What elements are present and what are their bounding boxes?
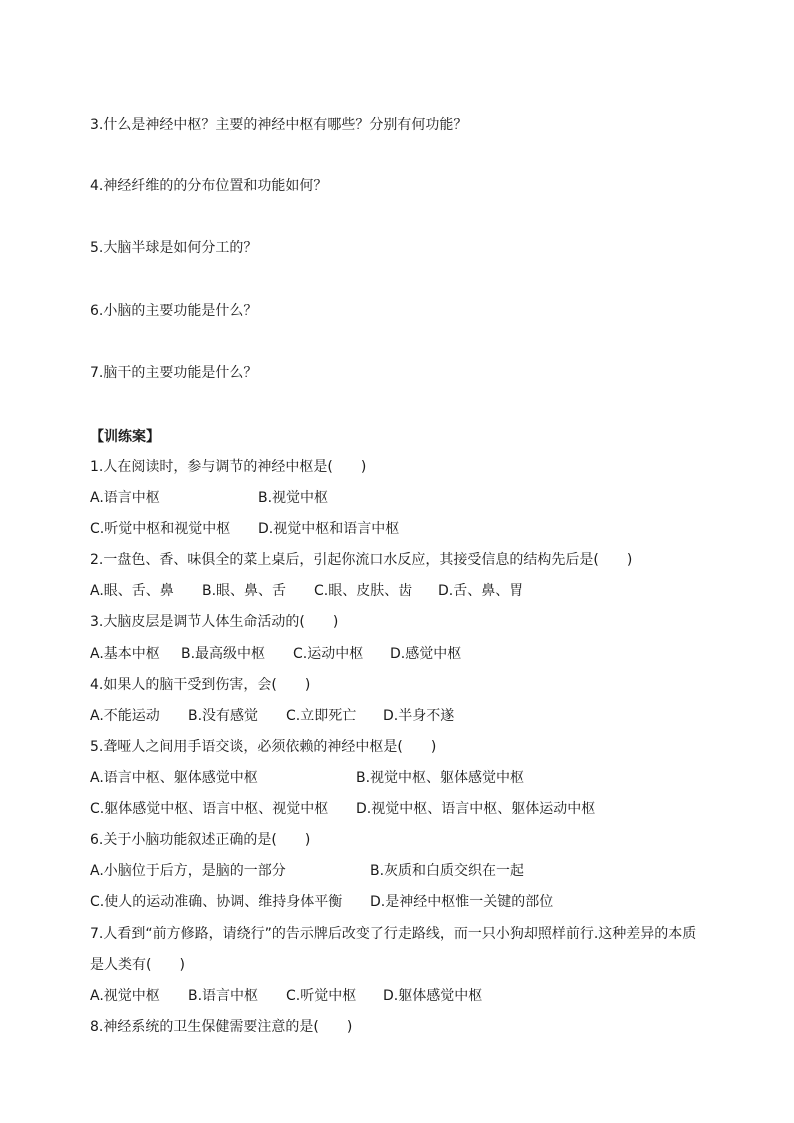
section-title: 【训练案】 (90, 429, 160, 445)
option-5d: D.视觉中枢、语言中枢、躯体运动中枢 (356, 801, 596, 817)
option-7d: D.躯体感觉中枢 (383, 988, 483, 1004)
question-stem-3: 3.大脑皮层是调节人体生命活动的( ) (90, 614, 339, 630)
option-6c: C.使人的运动准确、协调、维持身体平衡 (90, 894, 343, 910)
question-stem-8: 8.神经系统的卫生保健需要注意的是( ) (90, 1019, 353, 1035)
option-4d: D.半身不遂 (383, 708, 455, 724)
option-2c: C.眼、皮肤、齿 (314, 583, 413, 599)
question-stem-5: 5.聋哑人之间用手语交谈，必须依赖的神经中枢是( ) (90, 739, 437, 755)
question-stem-2: 2.一盘色、香、味俱全的菜上桌后，引起你流口水反应，其接受信息的结构先后是( ) (90, 552, 633, 568)
option-7b: B.语言中枢 (188, 988, 259, 1004)
option-5c: C.躯体感觉中枢、语言中枢、视觉中枢 (90, 801, 329, 817)
option-3d: D.感觉中枢 (390, 646, 462, 662)
option-1a: A.语言中枢 (90, 490, 160, 506)
option-3c: C.运动中枢 (293, 646, 364, 662)
option-4b: B.没有感觉 (188, 708, 259, 724)
option-4a: A.不能运动 (90, 708, 160, 724)
option-5a: A.语言中枢、躯体感觉中枢 (90, 770, 258, 786)
option-5b: B.视觉中枢、躯体感觉中枢 (356, 770, 525, 786)
question-stem-7: 7.人看到“前方修路，请绕行”的告示牌后改变了行走路线，而一只小狗却照样前行.这种差异的本质 (90, 926, 697, 942)
option-1b: B.视觉中枢 (258, 490, 329, 506)
option-2b: B.眼、鼻、舌 (202, 583, 287, 599)
option-2d: D.舌、鼻、胃 (438, 583, 524, 599)
option-7c: C.听觉中枢 (286, 988, 357, 1004)
option-6b: B.灰质和白质交织在一起 (370, 863, 525, 879)
open-question-5: 5.大脑半球是如何分工的？ (90, 240, 258, 256)
option-3b: B.最高级中枢 (181, 646, 266, 662)
option-3a: A.基本中枢 (90, 646, 160, 662)
option-1c: C.听觉中枢和视觉中枢 (90, 521, 231, 537)
option-1d: D.视觉中枢和语言中枢 (258, 521, 400, 537)
question-stem-4: 4.如果人的脑干受到伤害，会( ) (90, 677, 311, 693)
question-stem-7-continued: 是人类有( ) (90, 957, 185, 973)
option-2a: A.眼、舌、鼻 (90, 583, 174, 599)
option-7a: A.视觉中枢 (90, 988, 160, 1004)
open-question-6: 6.小脑的主要功能是什么？ (90, 303, 258, 319)
open-question-3: 3.什么是神经中枢？主要的神经中枢有哪些？分别有何功能？ (90, 117, 468, 133)
option-6d: D.是神经中枢惟一关键的部位 (370, 894, 554, 910)
question-stem-1: 1.人在阅读时，参与调节的神经中枢是( ) (90, 459, 367, 475)
option-4c: C.立即死亡 (286, 708, 357, 724)
open-question-7: 7.脑干的主要功能是什么？ (90, 365, 258, 381)
option-6a: A.小脑位于后方，是脑的一部分 (90, 863, 286, 879)
open-question-4: 4.神经纤维的的分布位置和功能如何？ (90, 178, 328, 194)
question-stem-6: 6.关于小脑功能叙述正确的是( ) (90, 832, 311, 848)
